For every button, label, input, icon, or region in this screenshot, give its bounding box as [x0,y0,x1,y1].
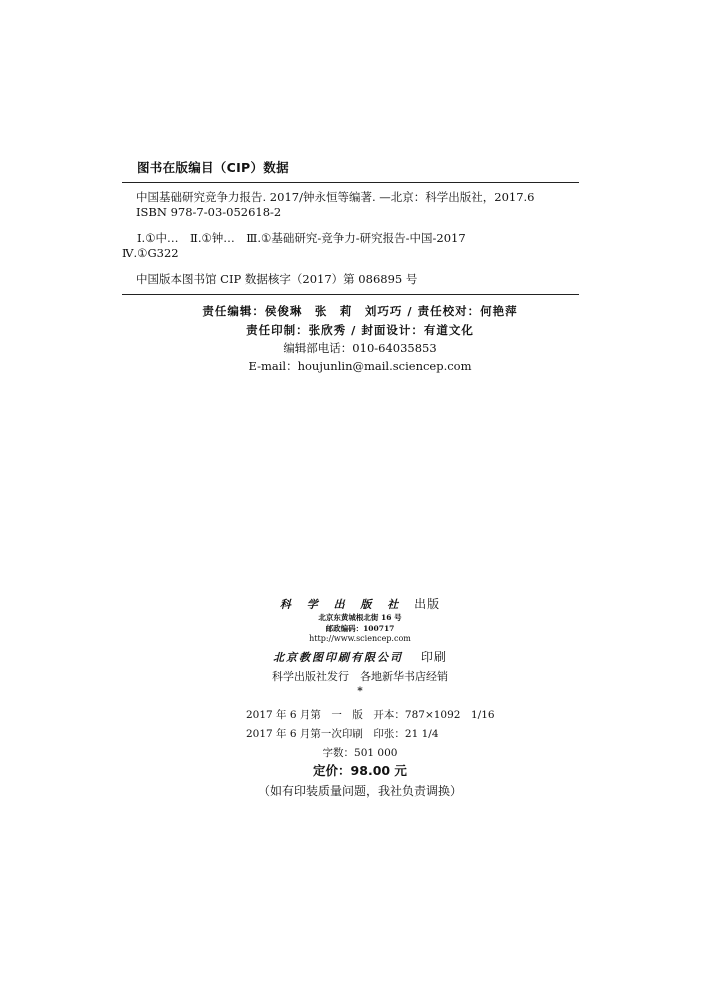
printing-design-line: 责任印制：张欣秀 / 封面设计：有道文化 [246,323,474,337]
publisher-url: http://www.sciencep.com [309,634,411,643]
cip-heading: 图书在版编目（CIP）数据 [137,160,289,175]
editors-line: 责任编辑：侯俊琳 张 莉 刘巧巧 / 责任校对：何艳萍 [202,304,518,318]
classification-line-2: Ⅳ.①G322 [122,246,179,260]
printer-suffix: 印刷 [420,650,447,664]
publisher-name [0,595,720,612]
cip-number: 中国版本图书馆 CIP 数据核字（2017）第 086895 号 [136,272,418,286]
bottom-rule [122,294,579,295]
separator-star: * [357,685,363,697]
first-edition-line: 2017 年 6 月第 一 版 开本：787×1092 1/16 [246,709,495,721]
top-rule [122,182,579,183]
cip-entry-line: 中国基础研究竞争力报告. 2017/钟永恒等编著. —北京：科学出版社，2017.6 [136,190,535,204]
isbn: ISBN 978-7-03-052618-2 [136,205,282,219]
publisher-name-suffix: 出版 [414,597,441,611]
printer-name: 北京教图印刷有限公司 [273,651,404,664]
word-count: 字数：501 000 [322,747,398,759]
publisher-address: 北京东黄城根北街 16 号 [318,613,402,622]
publisher-name-text: 科 学 出 版 社 [279,598,405,611]
distribution-line: 科学出版社发行 各地新华书店经销 [272,670,448,683]
price: 定价：98.00 元 [313,763,407,778]
first-printing-line: 2017 年 6 月第一次印刷 印张：21 1/4 [246,728,439,740]
classification-line-1: Ⅰ.①中… Ⅱ.①钟… Ⅲ.①基础研究-竞争力-研究报告-中国-2017 [137,231,466,245]
editorial-email: E-mail：houjunlin@mail.sciencep.com [248,359,472,373]
editorial-phone: 编辑部电话：010-64035853 [283,341,437,355]
publisher-postcode: 邮政编码：100717 [325,624,395,633]
printer-line [0,648,720,665]
quality-notice: （如有印装质量问题，我社负责调换） [257,784,462,798]
